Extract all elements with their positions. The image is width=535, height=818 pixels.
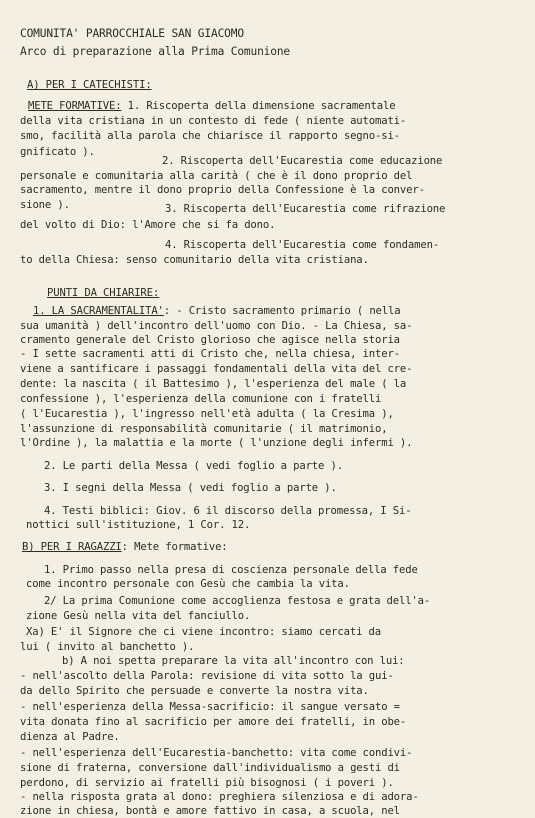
punti-heading: PUNTI DA CHIARIRE:	[47, 287, 160, 299]
ragazzi-line: - nell'esperienza della Messa-sacrificio: il sangue versato =	[20, 701, 400, 713]
mete-line: 1. Riscoperta della dimensione sacramentale	[121, 100, 396, 112]
ragazzi-line: lui ( invito al banchetto ).	[20, 641, 195, 653]
ragazzi-line: zione Gesù nella vita del fanciullo.	[26, 610, 251, 622]
ragazzi-line: Xa) E' il Signore che ci viene incontro: siamo cercati da	[26, 626, 381, 638]
punto-1-label: 1. LA SACRAMENTALITA'	[33, 305, 164, 317]
mete-line: 2. Riscoperta dell'Eucarestia come educazione	[162, 155, 443, 167]
punto-1-text: cramento generale del Cristo glorioso che agisce nella storia	[20, 334, 400, 346]
mete-line: gnificato ).	[20, 146, 95, 158]
ragazzi-line: - nell'ascolto della Parola: revisione di vita sotto la gui-	[20, 670, 394, 682]
section-ragazzi-line	[22, 541, 228, 554]
mete-line: smo, facilità alla parola che chiarisce il rapporto segno-si-	[20, 130, 400, 142]
section-catechisti-heading: A) PER I CATECHISTI:	[27, 79, 152, 91]
ragazzi-line: - nell'esperienza dell'Eucarestia-banchetto: vita come condivi-	[20, 747, 413, 759]
mete-line: 4. Riscoperta dell'Eucarestia come fondamen-	[165, 239, 440, 251]
mete-line: sione ).	[20, 199, 70, 211]
mete-line: del volto di Dio: l'Amore che si fa dono.	[20, 219, 276, 231]
punto-1-text: l'Ordine ), la malattia e la morte ( l'unzione degli infermi ).	[20, 437, 413, 449]
punto-1-line	[33, 305, 400, 318]
ragazzi-line: 2/ La prima Comunione come accoglienza festosa e grata dell'a-	[44, 595, 431, 607]
mete-formative-line	[28, 100, 395, 113]
ragazzi-line: perdono, di servizio ai fratelli più bisognosi ( i poveri ).	[20, 777, 394, 789]
punto-1-text: viene a santificare i passaggi fondamentali della vita del cre-	[20, 363, 413, 375]
punto-2: 2. Le parti della Messa ( vedi foglio a parte ).	[44, 460, 343, 472]
mete-line: personale e comunitaria alla carità ( che è il dono proprio del	[20, 170, 413, 182]
punto-1-text: : - Cristo sacramento primario ( nella	[163, 305, 401, 317]
mete-formative-label: METE FORMATIVE:	[28, 100, 122, 112]
punto-4-text: nottici sull'istituzione, 1 Cor. 12.	[26, 519, 251, 531]
ragazzi-line: zione in chiesa, bontà e amore fattivo in casa, a scuola, nel	[20, 805, 400, 817]
ragazzi-line: vita donata fino al sacrificio per amore dei fratelli, in obe-	[20, 716, 407, 728]
punto-1-text: - I sette sacramenti atti di Cristo che, nella chiesa, inter-	[20, 348, 400, 360]
punto-1-text: dente: la nascita ( il Battesimo ), l'esperienza del male ( la	[20, 378, 407, 390]
mete-line: sacramento, mentre il dono proprio della Confessione è la conver-	[20, 184, 425, 196]
punto-3: 3. I segni della Messa ( vedi foglio a parte ).	[44, 482, 337, 494]
ragazzi-line: come incontro personale con Gesù che cambia la vita.	[26, 578, 350, 590]
ragazzi-line: sione di fraterna, conversione dall'individualismo a gesti di	[20, 762, 400, 774]
ragazzi-line: - nella risposta grata al dono: preghiera silenziosa e di adora-	[20, 791, 419, 803]
punto-1-text: ( l'Eucarestia ), l'ingresso nell'età adulta ( la Cresima ),	[20, 408, 394, 420]
mete-line: to della Chiesa: senso comunitario della vita cristiana.	[20, 254, 369, 266]
parish-title: COMUNITA' PARROCCHIALE SAN GIACOMO	[20, 27, 244, 40]
punto-1-text: confessione ), l'esperienza della comunione con i fratelli	[20, 393, 382, 405]
section-ragazzi-heading-rest: : Mete formative:	[121, 541, 228, 553]
punto-1-text: l'assunzione di responsabilità comunitarie ( il matrimonio,	[20, 423, 388, 435]
punto-4-text: 4. Testi biblici: Giov. 6 il discorso della promessa, I Si-	[44, 505, 412, 517]
document-subtitle: Arco di preparazione alla Prima Comunione	[20, 45, 291, 58]
ragazzi-line: b) A noi spetta preparare la vita all'incontro con lui:	[62, 655, 405, 667]
ragazzi-line: dienza al Padre.	[20, 731, 120, 743]
section-ragazzi-heading: B) PER I RAGAZZI	[22, 541, 122, 553]
mete-line: 3. Riscoperta dell'Eucarestia come rifrazione	[165, 203, 446, 215]
ragazzi-line: da dello Spirito che persuade e converte la nostra vita.	[20, 685, 369, 697]
ragazzi-line: 1. Primo passo nella presa di coscienza personale della fede	[44, 564, 418, 576]
punto-1-text: sua umanità ) dell'incontro dell'uomo con Dio. - La Chiesa, sa-	[20, 320, 413, 332]
mete-line: della vita cristiana in un contesto di fede ( niente automati-	[20, 115, 407, 127]
